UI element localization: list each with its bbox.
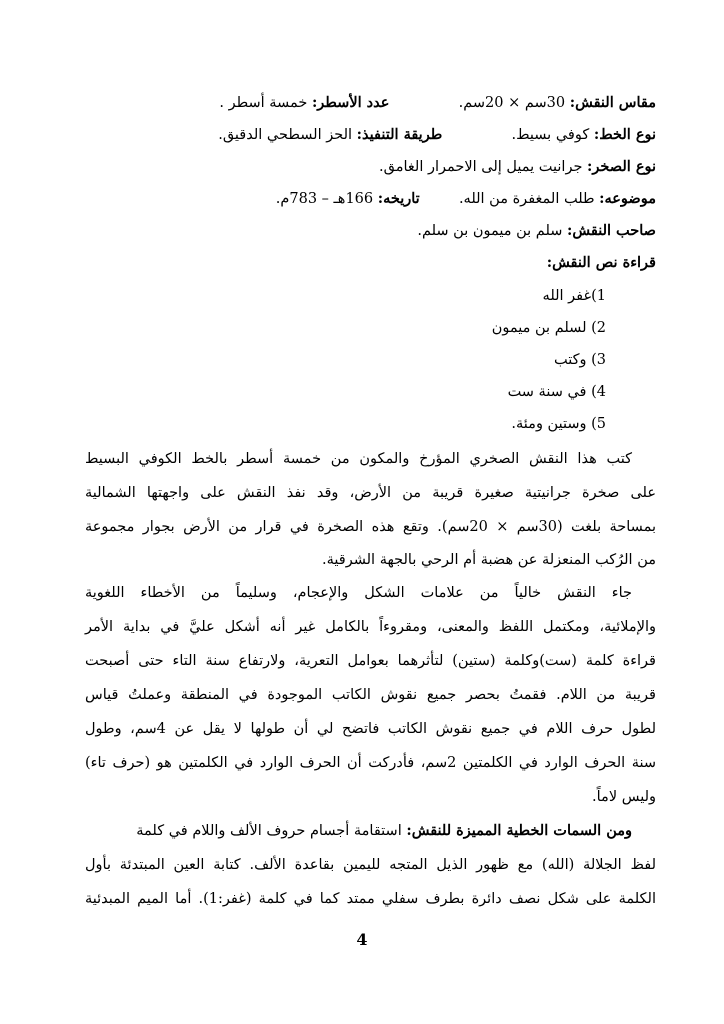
script-value: كوفي بسيط. — [511, 127, 590, 143]
reading-line-4: 4) في سنة ست — [507, 384, 606, 400]
reading-line-1: 1)غفر الله — [542, 288, 606, 304]
p3-line-3: الكلمة على شكل نصف دائرة بطرف سفلي ممتد كما في كلمة (غفر:1). أما الميم المبدئية — [85, 891, 656, 907]
p2-line-3: قراءة كلمة (ست)وكلمة (ستين) لتأثرهما بعوامل التعرية، ولارتفاع سنة التاء حتى أصبحت — [85, 653, 656, 669]
p3-line-1 — [85, 820, 632, 842]
lines-label: عدد الأسطر: — [311, 94, 390, 111]
reading-line-5: 5) وستين ومئة. — [511, 416, 606, 432]
subject-value: طلب المغفرة من الله. — [458, 191, 595, 207]
date-value: 166هـ – 783م. — [275, 191, 374, 207]
reading-line-3: 3) وكتب — [553, 352, 606, 368]
owner-value: سلم بن ميمون بن سلم. — [417, 223, 563, 239]
subject-label: موضوعه: — [599, 190, 656, 207]
meta-row-size — [219, 92, 656, 114]
p1-line-4: من الرُكب المنعزلة عن هضبة أم الرحي بالجهة الشرقية. — [322, 552, 656, 568]
p3-first-text: استقامة أجسام حروف الألف واللام في كلمة — [136, 823, 402, 839]
p2-line-6: سنة الحرف الوارد في الكلمتين 2سم، فأدركت أن الحرف الوارد في الكلمتين هو (حرف تاء) — [85, 755, 656, 771]
technique-value: الحز السطحي الدقيق. — [218, 127, 353, 143]
meta-row-subject — [276, 188, 656, 210]
rock-label: نوع الصخر: — [587, 158, 656, 175]
date-label: تاريخه: — [377, 190, 420, 207]
p3-label: ومن السمات الخطية المميزة للنقش: — [406, 822, 632, 839]
meta-row-owner — [417, 220, 656, 242]
p2-line-4: قريبة من اللام. فقمتُ بحصر جميع نقوش الكاتب الموجودة في المنطقة وعملتُ قياس — [85, 687, 656, 703]
size-value: 30سم × 20سم. — [458, 95, 566, 111]
meta-row-script — [218, 124, 656, 146]
technique-label: طريقة التنفيذ: — [356, 126, 443, 143]
p1-line-1: كتب هذا النقش الصخري المؤرخ والمكون من خمسة أسطر بالخط الكوفي البسيط — [85, 451, 632, 467]
p2-line-5: لطول حرف اللام في جميع نقوش الكاتب فاتضح لي أن طولها لا يقل عن 4سم، وطول — [85, 721, 656, 737]
p1-line-3: بمساحة بلغت (30سم × 20سم). وتقع هذه الصخرة في قرار من الأرض بجوار مجموعة — [85, 519, 656, 535]
p2-line-1: جاء النقش خالياً من علامات الشكل والإعجام، وسليماً من الأخطاء اللغوية — [85, 585, 632, 601]
owner-label: صاحب النقش: — [567, 222, 656, 239]
size-label: مقاس النقش: — [569, 94, 656, 111]
page-number: 4 — [356, 930, 368, 949]
p3-line-2: لفظ الجلالة (الله) مع ظهور الذيل المتجه لليمين بقاعدة الألف. كتابة العين المبتدئة بأول — [85, 857, 656, 873]
p2-line-7: وليس لاماً. — [592, 789, 656, 805]
reading-heading: قراءة نص النقش: — [546, 254, 656, 271]
p2-line-2: والإملائية، ومكتمل اللفظ والمعنى، ومقروءاً بالكامل غير أنه أشكل عليَّ في بداية الأمر — [85, 619, 656, 635]
meta-row-rock — [379, 156, 656, 178]
script-label: نوع الخط: — [593, 126, 656, 143]
reading-line-2: 2) لسلم بن ميمون — [491, 320, 606, 336]
rock-value: جرانيت يميل إلى الاحمرار الغامق. — [379, 159, 583, 175]
lines-value: خمسة أسطر . — [219, 95, 308, 111]
p1-line-2: على صخرة جرانيتية صغيرة قريبة من الأرض، وقد نفذ النقش على واجهتها الشمالية — [85, 485, 656, 501]
